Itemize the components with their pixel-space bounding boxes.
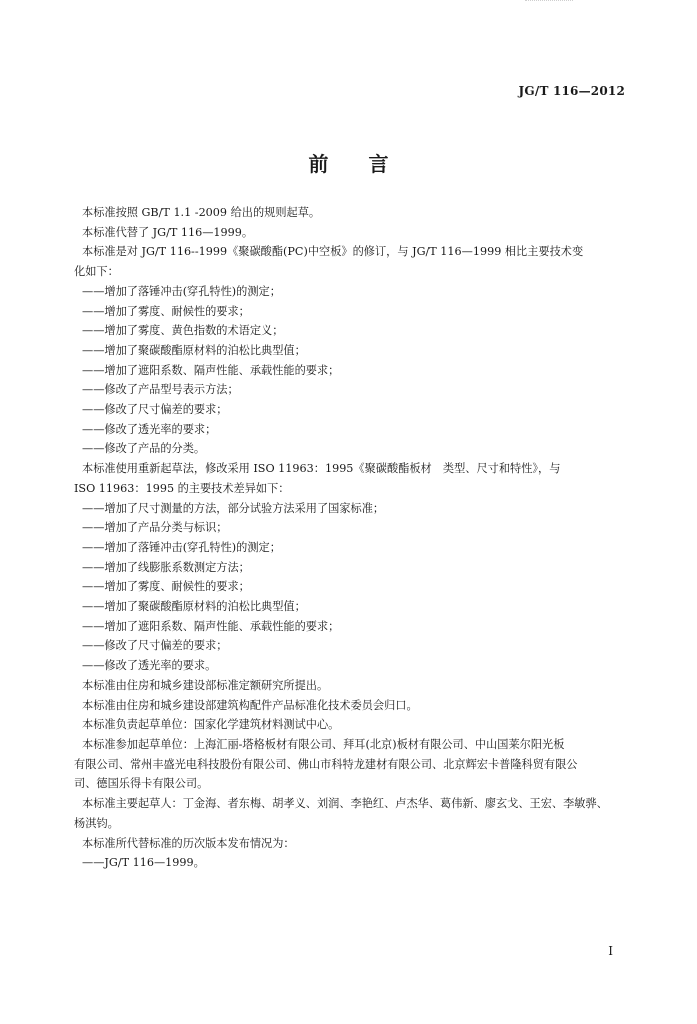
- paragraph-line: 化如下：: [74, 265, 119, 279]
- list-item: ——修改了透光率的要求。: [82, 659, 217, 673]
- paragraph-line: 本标准是对 JG/T 116--1999《聚碳酸酯(PC)中空板》的修订，与 JG/T 116—1999 相比主要技术变: [82, 245, 584, 259]
- paragraph-line: 本标准主要起草人：丁金海、者东梅、胡孝义、刘润、李艳红、卢杰华、葛伟新、廖玄戈、王宏、李敏骅、: [82, 797, 608, 811]
- list-item: ——增加了聚碳酸酯原材料的泊松比典型值；: [82, 600, 306, 614]
- list-item: ——增加了落锤冲击(穿孔特性)的测定；: [82, 284, 281, 298]
- list-item: ——增加了雾度、耐候性的要求；: [82, 580, 250, 594]
- list-item: ——增加了雾度、黄色指数的术语定义；: [82, 324, 284, 338]
- list-item: ——增加了尺寸测量的方法，部分试验方法采用了国家标准；: [82, 501, 385, 515]
- list-item: ——修改了尺寸偏差的要求；: [82, 403, 228, 417]
- paragraph-line: 本标准由住房和城乡建设部建筑构配件产品标准化技术委员会归口。: [82, 698, 418, 712]
- paragraph-line: 本标准使用重新起草法，修改采用 ISO 11963：1995《聚碳酸酯板材 类型、尺寸和特性》，与: [82, 462, 561, 476]
- page-title: 前言: [308, 152, 429, 176]
- paragraph-line: 有限公司、常州丰盛光电科技股份有限公司、佛山市科特龙建材有限公司、北京辉宏卡普隆科贸有限公: [74, 757, 578, 771]
- page-number: I: [608, 944, 613, 958]
- list-item: ——修改了产品的分类。: [82, 442, 206, 456]
- list-item: ——增加了雾度、耐候性的要求；: [82, 304, 250, 318]
- list-item: ——增加了落锤冲击(穿孔特性)的测定；: [82, 540, 281, 554]
- list-item: ——增加了遮阳系数、隔声性能、承载性能的要求；: [82, 363, 340, 377]
- paragraph-line: 司、德国乐得卡有限公司。: [74, 777, 209, 791]
- paragraph-line: 本标准负责起草单位：国家化学建筑材料测试中心。: [82, 718, 340, 732]
- paragraph-line: ISO 11963：1995 的主要技术差异如下：: [74, 481, 290, 495]
- list-item: ——增加了产品分类与标识；: [82, 521, 228, 535]
- list-item: ——增加了聚碳酸酯原材料的泊松比典型值；: [82, 343, 306, 357]
- list-item: ——修改了产品型号表示方法；: [82, 383, 239, 397]
- foreword-body: [74, 203, 632, 873]
- paragraph-line: 本标准参加起草单位：上海汇丽-塔格板材有限公司、拜耳(北京)板材有限公司、中山国莱尔阳光板: [82, 737, 565, 751]
- list-item: ——JG/T 116—1999。: [82, 856, 205, 870]
- list-item: ——修改了透光率的要求；: [82, 422, 217, 436]
- standard-code: JG/T 116—2012: [518, 84, 625, 98]
- paragraph-line: 本标准由住房和城乡建设部标准定额研究所提出。: [82, 678, 329, 692]
- paragraph-line: 本标准代替了 JG/T 116—1999。: [82, 225, 254, 239]
- list-item: ——增加了线膨胀系数测定方法；: [82, 560, 250, 574]
- list-item: ——增加了遮阳系数、隔声性能、承载性能的要求；: [82, 619, 340, 633]
- list-item: ——修改了尺寸偏差的要求；: [82, 639, 228, 653]
- paragraph-line: 本标准按照 GB/T 1.1 -2009 给出的规则起草。: [82, 206, 321, 219]
- scan-artifact: [525, 0, 573, 7]
- paragraph-line: 杨淇钧。: [74, 816, 119, 830]
- paragraph-line: 本标准所代替标准的历次版本发布情况为：: [82, 836, 295, 850]
